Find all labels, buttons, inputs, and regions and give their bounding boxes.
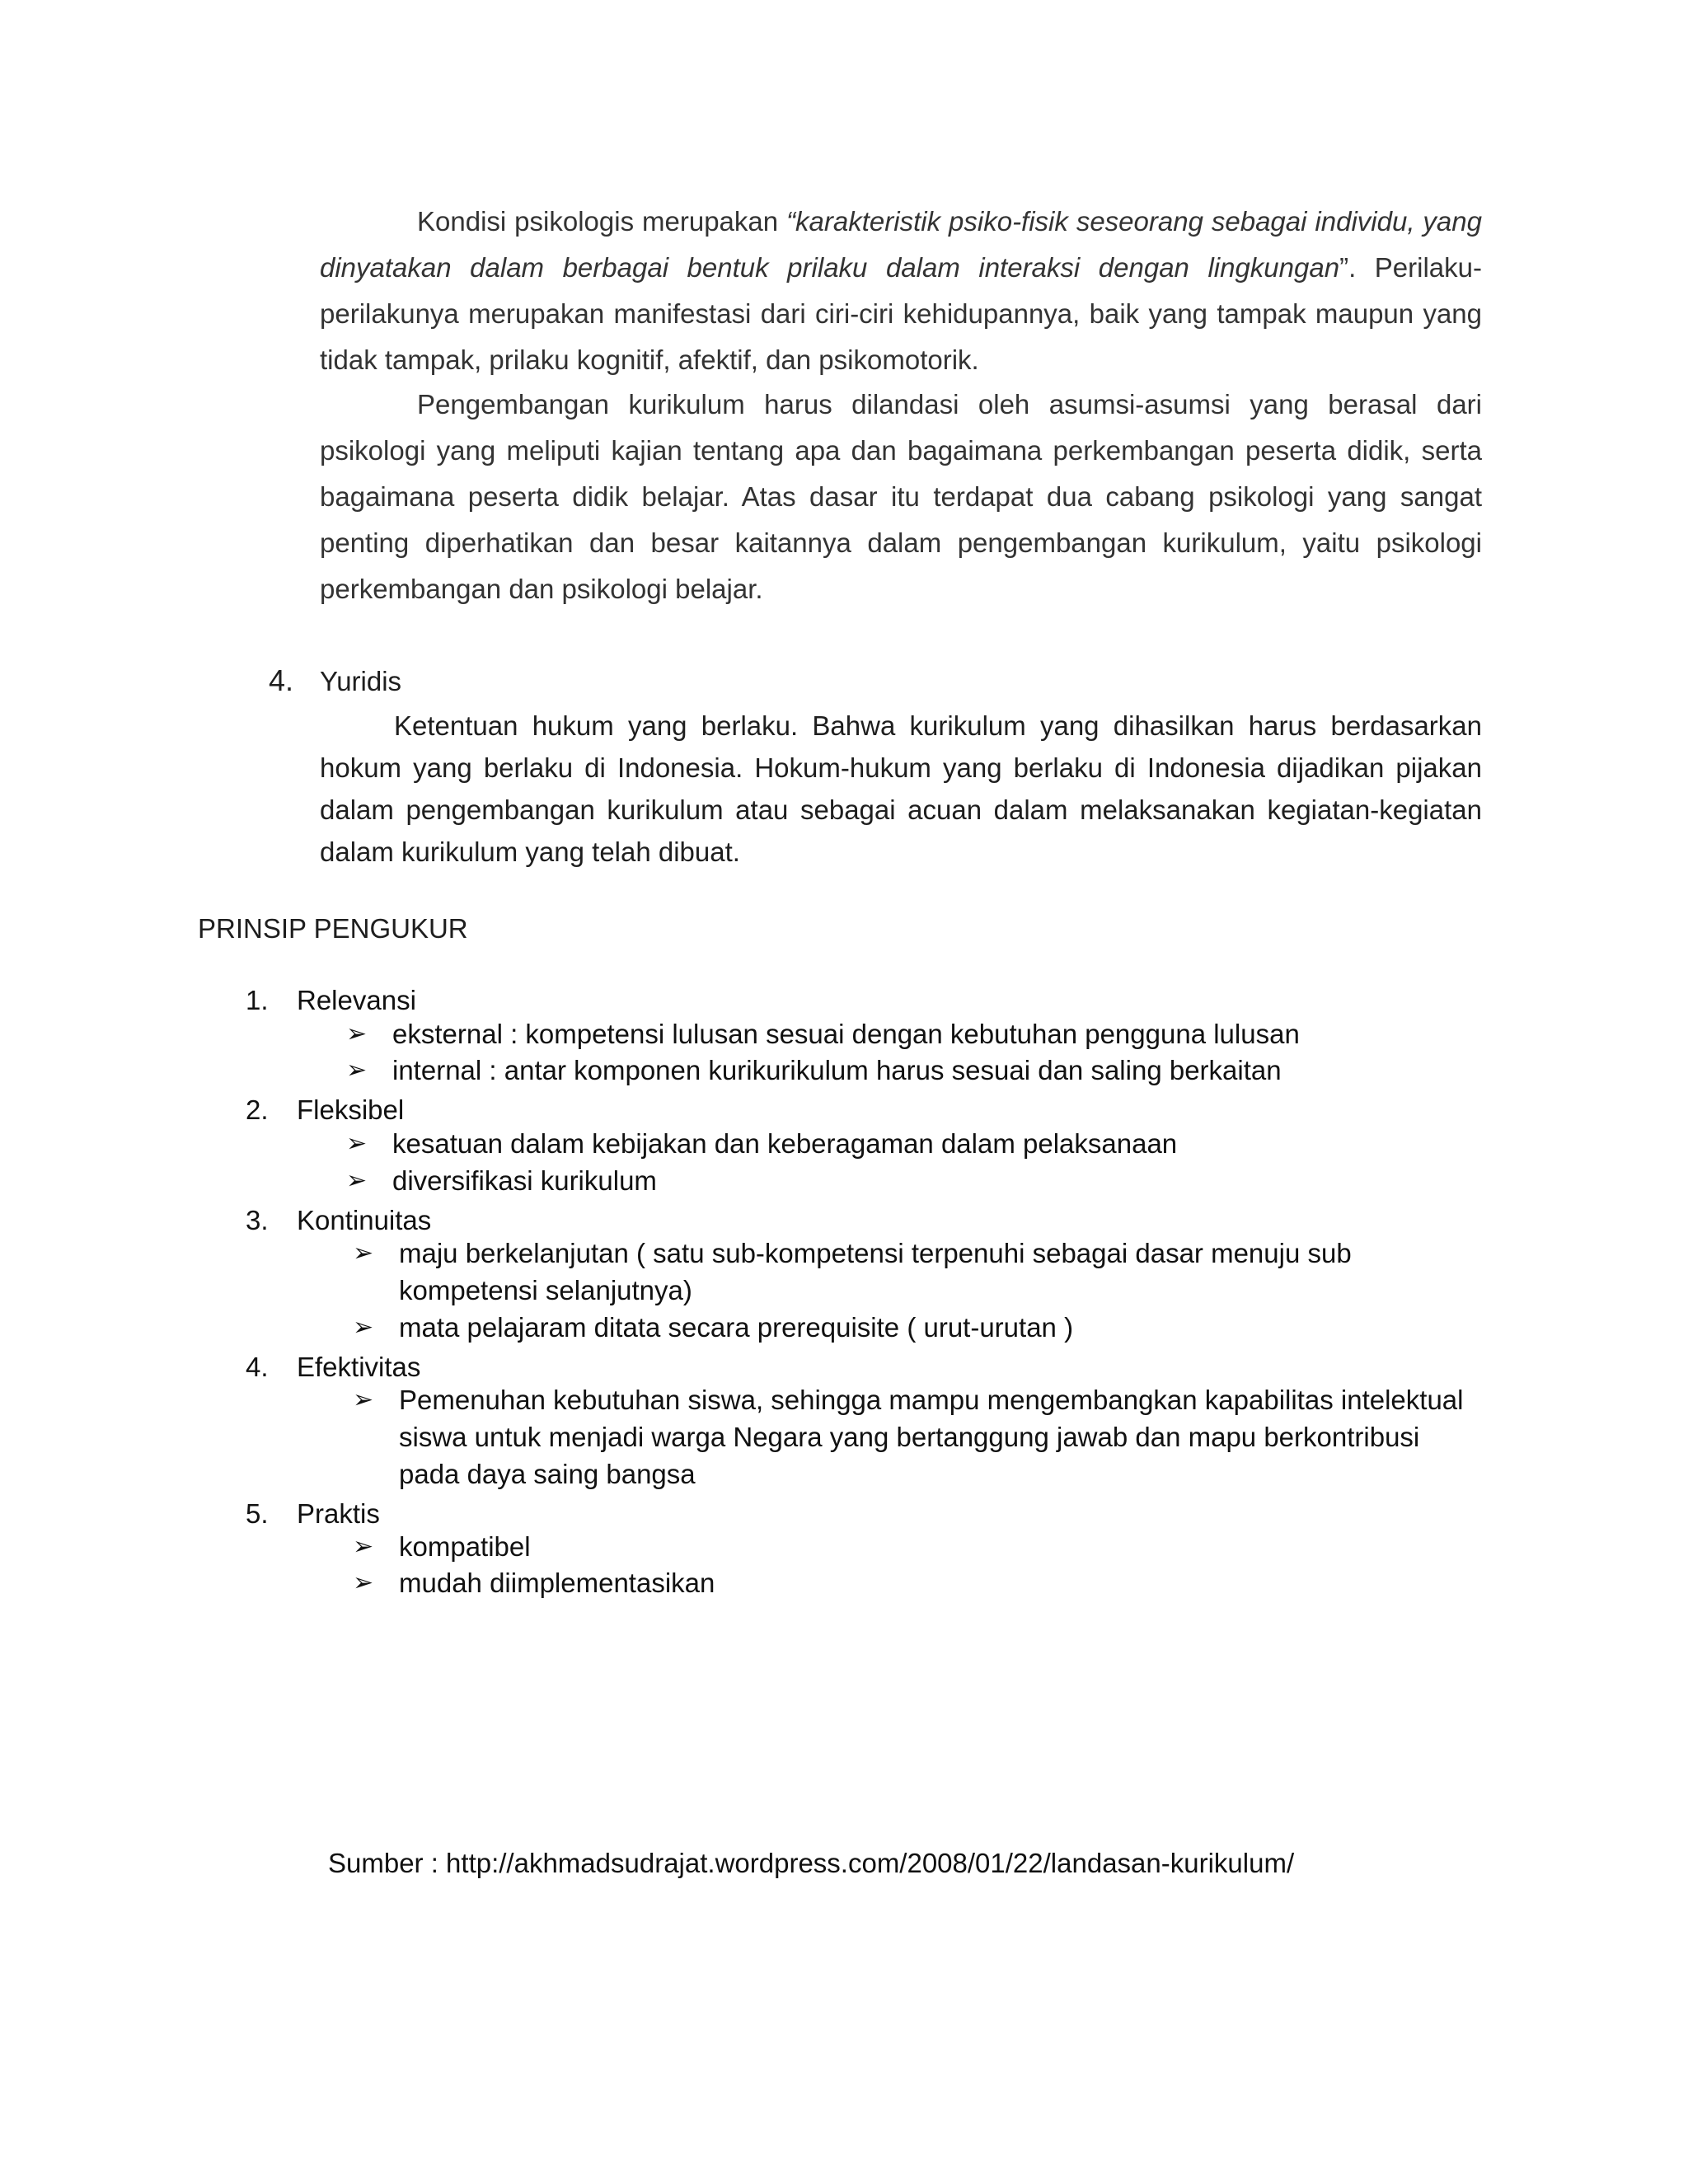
sub-list-text: kesatuan dalam kebijakan dan keberagaman dalam pelaksanaan bbox=[392, 1128, 1178, 1159]
arrow-bullet-icon: ➢ bbox=[353, 1314, 374, 1341]
list-number: 5. bbox=[246, 1498, 269, 1529]
list-item bbox=[246, 1352, 420, 1383]
heading-number: 4. bbox=[269, 663, 294, 697]
list-item bbox=[246, 1498, 380, 1530]
arrow-bullet-icon: ➢ bbox=[346, 1167, 368, 1194]
list-item bbox=[246, 1205, 431, 1236]
list-label: Relevansi bbox=[297, 985, 416, 1015]
list-number: 3. bbox=[246, 1205, 269, 1235]
heading-label: Yuridis bbox=[320, 666, 402, 696]
sub-list-item bbox=[346, 1052, 1480, 1089]
paragraph-kondisi-psikologis bbox=[320, 199, 1482, 383]
paragraph-text: Ketentuan hukum yang berlaku. Bahwa kurikulum yang dihasilkan harus berdasarkan hokum yang berlaku di Indonesia. Hokum-hukum yang berlaku di Indonesia dijadikan pijakan dalam pengembangan kurikulum atau sebagai acuan dalam melaksanakan kegiatan-kegiatan dalam kurikulum yang telah dibuat. bbox=[320, 710, 1482, 867]
list-label: Fleksibel bbox=[297, 1094, 405, 1125]
section-title: PRINSIP PENGUKUR bbox=[198, 913, 468, 944]
sub-list-text: mata pelajaram ditata secara prerequisite ( urut-urutan ) bbox=[399, 1312, 1074, 1343]
paragraph-intro: Kondisi psikologis merupakan bbox=[417, 206, 787, 237]
sub-list-text: mudah diimplementasikan bbox=[399, 1568, 715, 1598]
arrow-bullet-icon: ➢ bbox=[346, 1020, 368, 1047]
list-label: Efektivitas bbox=[297, 1352, 421, 1382]
list-number: 2. bbox=[246, 1094, 269, 1125]
sub-list-item bbox=[353, 1528, 1470, 1565]
sub-list-text: internal : antar komponen kurikurikulum harus sesuai dan saling berkaitan bbox=[392, 1055, 1282, 1085]
list-number: 4. bbox=[246, 1352, 269, 1382]
paragraph-text: Pengembangan kurikulum harus dilandasi oleh asumsi-asumsi yang berasal dari psikologi yang meliputi kajian tentang apa dan bagaimana perkembangan peserta didik, serta bagaimana peserta didik belajar. Atas dasar itu terdapat dua cabang psikologi yang sangat penting diperhatikan dan besar kaitannya dalam pengembangan kurikulum, yaitu psikologi perkembangan dan psikologi belajar. bbox=[320, 389, 1482, 604]
arrow-bullet-icon: ➢ bbox=[346, 1130, 368, 1157]
list-label: Kontinuitas bbox=[297, 1205, 432, 1235]
paragraph-pengembangan-kurikulum bbox=[320, 382, 1482, 612]
sub-list-item bbox=[353, 1564, 1470, 1601]
sub-list-text: diversifikasi kurikulum bbox=[392, 1165, 657, 1196]
sub-list-item bbox=[353, 1381, 1487, 1493]
sub-list-item bbox=[346, 1125, 1480, 1162]
paragraph-quote: “karakteristik psiko-fisik seseorang sebagai individu, yang dinyatakan dalam berbagai bentuk prilaku dalam interaksi dengan lingkungan bbox=[320, 206, 1482, 283]
sub-list-text: Pemenuhan kebutuhan siswa, sehingga mampu mengembangkan kapabilitas intelektual siswa untuk menjadi warga Negara yang bertanggung jawab dan mapu berkontribusi pada daya saing bangsa bbox=[399, 1385, 1464, 1489]
paragraph-ketentuan-hukum bbox=[320, 705, 1482, 873]
sub-list-item bbox=[353, 1309, 1470, 1346]
sub-list-item bbox=[346, 1015, 1480, 1052]
arrow-bullet-icon: ➢ bbox=[346, 1057, 368, 1084]
list-item bbox=[246, 985, 416, 1016]
list-number: 1. bbox=[246, 985, 269, 1015]
arrow-bullet-icon: ➢ bbox=[353, 1569, 374, 1596]
heading-yuridis bbox=[269, 663, 401, 698]
sub-list-text: maju berkelanjutan ( satu sub-kompetensi terpenuhi sebagai dasar menuju sub kompetensi selanjutnya) bbox=[399, 1238, 1352, 1305]
list-item bbox=[246, 1094, 404, 1126]
source-citation: Sumber : http://akhmadsudrajat.wordpress.com/2008/01/22/landasan-kurikulum/ bbox=[328, 1848, 1295, 1878]
sub-list-item bbox=[353, 1235, 1413, 1309]
arrow-bullet-icon: ➢ bbox=[353, 1533, 374, 1560]
sub-list-text: kompatibel bbox=[399, 1531, 531, 1562]
sub-list-text: eksternal : kompetensi lulusan sesuai dengan kebutuhan pengguna lulusan bbox=[392, 1019, 1300, 1049]
paragraph-rest: ”. Perilaku-perilakunya merupakan manifestasi dari ciri-ciri kehidupannya, baik yang tampak maupun yang tidak tampak, prilaku kognitif, afektif, dan psikomotorik. bbox=[320, 252, 1482, 375]
list-label: Praktis bbox=[297, 1498, 380, 1529]
sub-list-item bbox=[346, 1162, 1480, 1199]
arrow-bullet-icon: ➢ bbox=[353, 1386, 374, 1413]
arrow-bullet-icon: ➢ bbox=[353, 1240, 374, 1267]
